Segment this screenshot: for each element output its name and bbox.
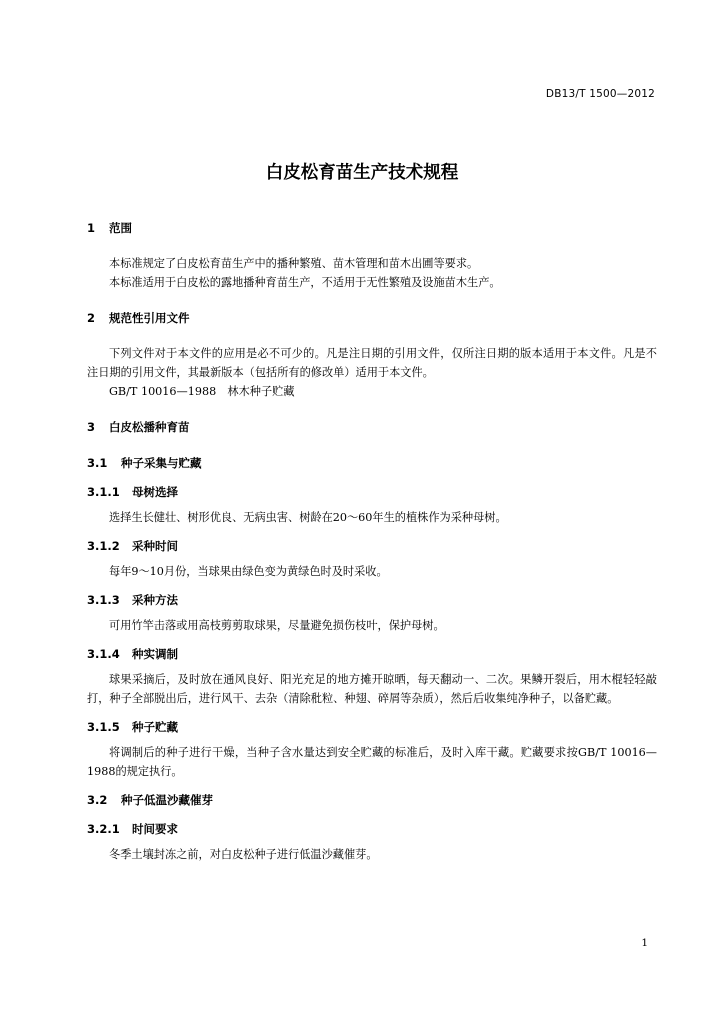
paragraph: 每年9～10月份，当球果由绿色变为黄绿色时及时采收。	[109, 565, 388, 578]
reference-item: GB/T 10016—1988 林木种子贮藏	[109, 385, 295, 398]
section-heading-3-1-2	[87, 536, 657, 556]
section-title: 规范性引用文件	[109, 311, 190, 325]
section-heading-3-1-1	[87, 482, 657, 502]
section-number: 3.1.3	[87, 593, 120, 607]
section-number: 3.1.4	[87, 647, 120, 661]
section-title: 时间要求	[132, 822, 178, 836]
section-heading-3-1	[87, 453, 657, 473]
section-title: 种子贮藏	[132, 720, 178, 734]
section-title: 母树选择	[132, 485, 178, 499]
section-title: 采种方法	[132, 593, 178, 607]
section-number: 2	[87, 311, 96, 325]
section-number: 3.1.1	[87, 485, 120, 499]
paragraph: 可用竹竿击落或用高枝剪剪取球果，尽量避免损伤枝叶，保护母树。	[109, 619, 445, 632]
section-heading-3-2	[87, 790, 657, 810]
section-number: 3.1	[87, 456, 108, 470]
section-title: 种子采集与贮藏	[121, 456, 202, 470]
section-title: 范围	[109, 221, 132, 235]
section-heading-3-1-3	[87, 590, 657, 610]
page-number: 1	[641, 937, 648, 949]
section-number: 3.2	[87, 793, 108, 807]
paragraph: 冬季土壤封冻之前，对白皮松种子进行低温沙藏催芽。	[109, 848, 378, 861]
section-heading-3-1-5	[87, 717, 657, 737]
document-code: DB13/T 1500—2012	[545, 88, 655, 100]
section-heading-1	[87, 218, 657, 238]
document-body	[87, 218, 657, 864]
paragraph: 本标准规定了白皮松育苗生产中的播种繁殖、苗木管理和苗木出圃等要求。	[109, 257, 479, 270]
section-title: 种实调制	[132, 647, 178, 661]
section-number: 3	[87, 420, 96, 434]
paragraph: 将调制后的种子进行干燥，当种子含水量达到安全贮藏的标准后，及时入库干藏。贮藏要求按GB/T 10016—1988的规定执行。	[87, 746, 657, 778]
section-title: 种子低温沙藏催芽	[121, 793, 213, 807]
paragraph: 下列文件对于本文件的应用是必不可少的。凡是注日期的引用文件，仅所注日期的版本适用于本文件。凡是不注日期的引用文件，其最新版本（包括所有的修改单）适用于本文件。	[87, 347, 657, 379]
paragraph: 选择生长健壮、树形优良、无病虫害、树龄在20～60年生的植株作为采种母树。	[109, 511, 507, 524]
section-title: 白皮松播种育苗	[109, 420, 190, 434]
section-number: 3.1.2	[87, 539, 120, 553]
paragraph: 本标准适用于白皮松的露地播种育苗生产，不适用于无性繁殖及设施苗木生产。	[109, 276, 501, 289]
paragraph: 球果采摘后，及时放在通风良好、阳光充足的地方摊开晾晒，每天翻动一、二次。果鳞开裂后，用木棍轻轻敲打，种子全部脱出后，进行风干、去杂（清除秕粒、种翅、碎屑等杂质），然后后收集纯净种子，以备贮藏。	[87, 673, 657, 705]
document-title: 白皮松育苗生产技术规程	[265, 163, 459, 183]
section-heading-3	[87, 417, 657, 437]
section-number: 3.1.5	[87, 720, 120, 734]
section-heading-3-2-1	[87, 819, 657, 839]
section-number: 3.2.1	[87, 822, 120, 836]
section-title: 采种时间	[132, 539, 178, 553]
section-number: 1	[87, 221, 96, 235]
section-heading-2	[87, 308, 657, 328]
section-heading-3-1-4	[87, 644, 657, 664]
